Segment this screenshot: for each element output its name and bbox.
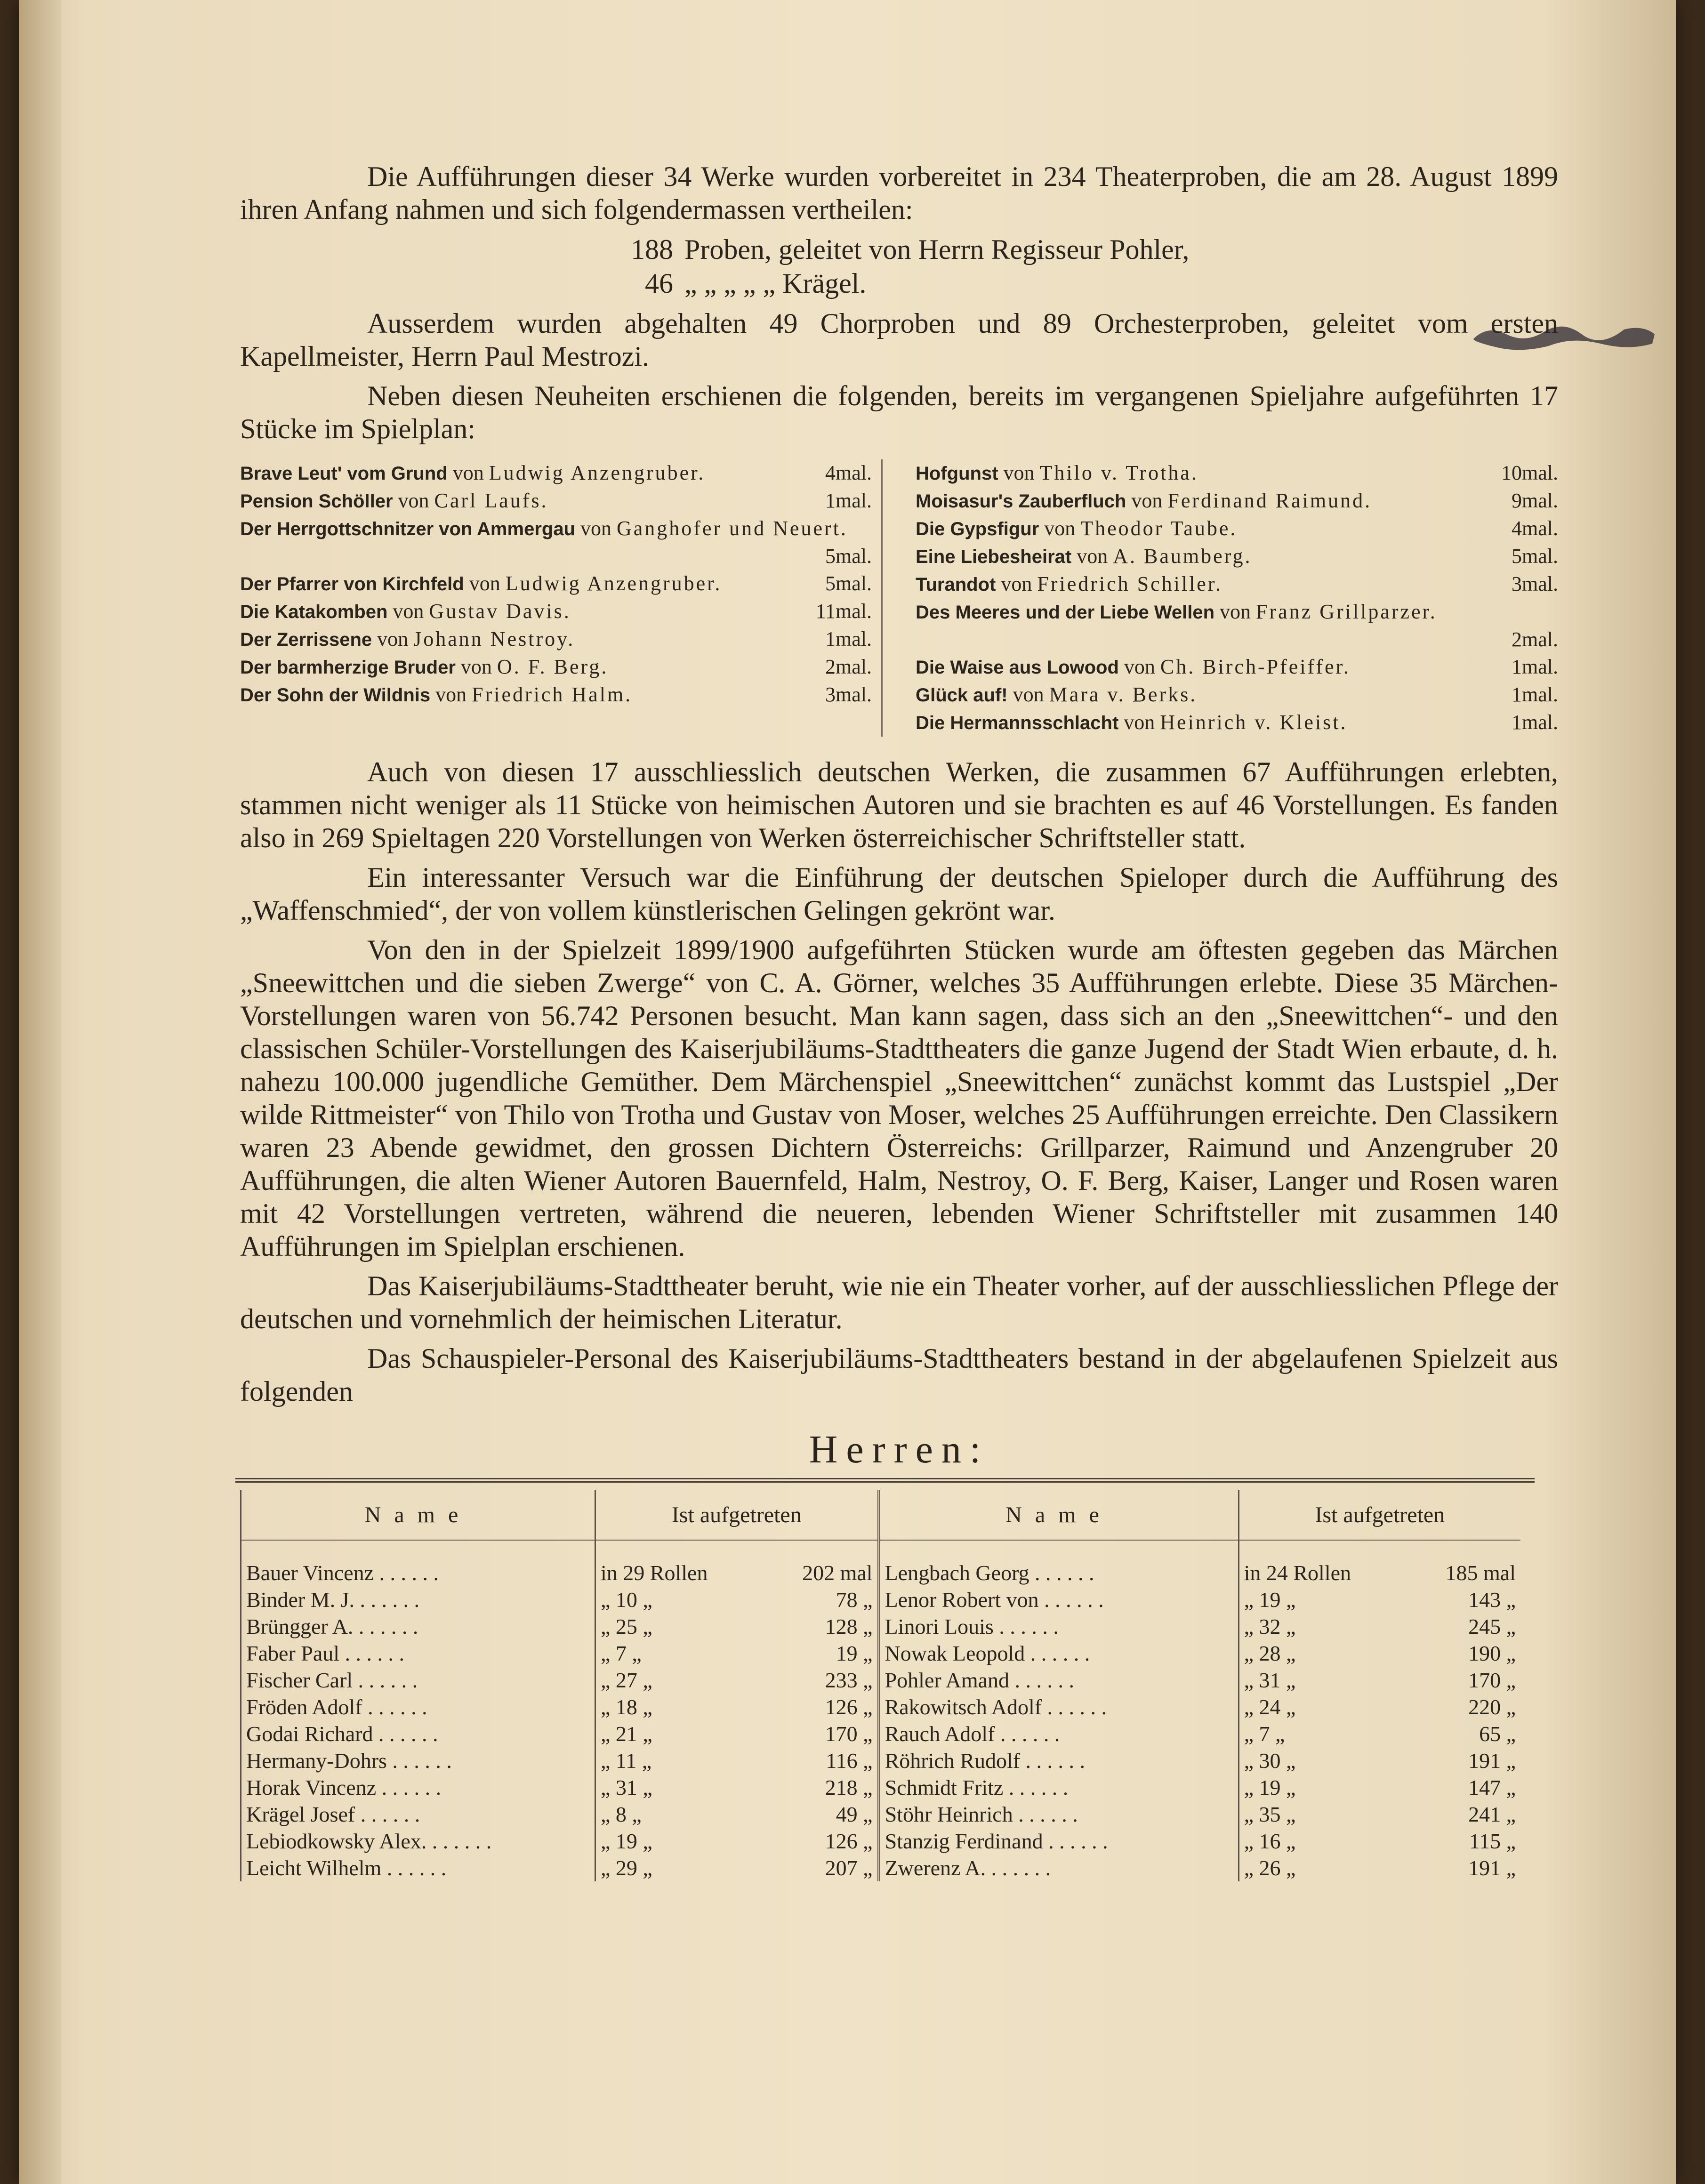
- work-by: von: [1220, 600, 1251, 623]
- work-title: Eine Liebesheirat: [916, 546, 1072, 567]
- auftritte-count: 191 „: [1468, 1856, 1516, 1880]
- rollen-count: „ 27 „: [595, 1667, 763, 1694]
- actor-name: Leicht Wilhelm . . . . . .: [241, 1855, 595, 1881]
- auftritte-count: 220 „: [1468, 1695, 1516, 1719]
- neben-paragraph: Neben diesen Neuheiten erschienen die folgenden, bereits im vergangenen Spieljahre aufgeführten 17 Stücke im Spielplan:: [240, 380, 1558, 444]
- work-title-line: [916, 515, 1237, 543]
- table-header-row: [241, 1490, 1521, 1540]
- proben-text: Proben, geleitet von Herrn Regisseur Pohler,: [684, 234, 1190, 265]
- work-entry: [240, 653, 872, 681]
- actor-name: Stöhr Heinrich . . . . . .: [879, 1801, 1239, 1828]
- work-title-line: [240, 598, 571, 626]
- work-title: Der Sohn der Wildnis: [240, 685, 431, 706]
- auftritte-count: 78 „: [836, 1588, 873, 1612]
- work-entry: [916, 709, 1558, 737]
- actor-name: Rakowitsch Adolf . . . . . .: [879, 1694, 1239, 1720]
- work-title: Der Zerrissene: [240, 629, 372, 650]
- header-name: Name: [879, 1490, 1239, 1540]
- actor-name: Lengbach Georg . . . . . .: [879, 1559, 1239, 1586]
- actor-name: Linori Louis . . . . . .: [879, 1613, 1239, 1640]
- work-author: Ludwig Anzengruber.: [505, 572, 722, 595]
- actor-name: Schmidt Fritz . . . . . .: [879, 1774, 1239, 1801]
- rollen-count: „ 21 „: [595, 1720, 763, 1747]
- work-title: Brave Leut' vom Grund: [240, 463, 448, 484]
- rollen-count: „ 31 „: [1239, 1667, 1406, 1694]
- work-author: Franz Grillparzer.: [1256, 600, 1437, 623]
- rollen-count: „ 28 „: [1239, 1640, 1406, 1667]
- work-count: 2mal.: [1512, 628, 1558, 651]
- work-entry: [240, 515, 872, 570]
- auftritte-count: 147 „: [1468, 1775, 1516, 1799]
- work-entry: [916, 570, 1558, 598]
- work-author: A. Baumberg.: [1113, 545, 1252, 568]
- rollen-count: „ 29 „: [595, 1855, 763, 1881]
- work-by: von: [1001, 572, 1032, 595]
- work-count: 4mal.: [1512, 517, 1558, 540]
- herren-heading: Herren:: [809, 1428, 989, 1471]
- work-by: von: [452, 461, 484, 484]
- work-count: 1mal.: [825, 627, 872, 650]
- work-title-line: [916, 459, 1198, 487]
- work-title-line: [916, 570, 1222, 598]
- actor-name: Faber Paul . . . . . .: [241, 1640, 595, 1667]
- table-row: [241, 1586, 1521, 1613]
- work-title-line: [916, 600, 1437, 623]
- table-row: [241, 1747, 1521, 1774]
- work-title: Pension Schöller: [240, 491, 393, 512]
- work-title-line: [240, 487, 548, 515]
- auftritte-count: 170 „: [1468, 1668, 1516, 1692]
- work-title: Die Gypsfigur: [916, 519, 1039, 539]
- auftritte-count: 190 „: [1468, 1641, 1516, 1665]
- work-author: Ch. Birch-Pfeiffer.: [1160, 655, 1351, 678]
- auftritte-count: 115 „: [1469, 1829, 1516, 1853]
- book-spine: [19, 0, 61, 2184]
- rollen-count: „ 8 „: [595, 1801, 763, 1828]
- work-by: von: [1044, 517, 1076, 540]
- proben-row: [240, 266, 1558, 300]
- spielzeit-paragraph: Von den in der Spielzeit 1899/1900 aufgeführten Stücken wurde am öftesten gegeben das Märchen „Sneewittchen und die sieben Zwerge“ von C. A. Görner, welches 35 Aufführungen erlebte. Diese 35 Märchen-Vorstellungen waren von 56.742 Personen besucht. Man kann sagen, dass sich an den „Sneewittchen“- und den classischen Schüler-Vorstellungen des Kaiserjubiläums-Stadttheaters die ganze Jugend der Stadt Wien erbaute, d. h. nahezu 100.000 jugendliche Gemüther. Dem Märchenspiel „Sneewittchen“ zunächst kommt das Lustspiel „Der wilde Rittmeister“ von Thilo von Trotha und Gustav von Moser, welches 25 Aufführungen erreichte. Den Classikern waren 23 Abende gewidmet, den grossen Dichtern Österreichs: Grillparzer, Raimund und Anzengruber 20 Aufführungen, die alten Wiener Autoren Bauernfeld, Halm, Nestroy, O. F. Berg, Kaiser, Langer und Rosen waren mit 42 Vorstellungen vertreten, während die neueren, lebenden Wiener Schriftsteller mit zusammen 140 Aufführungen im Spielplan erschienen.: [240, 934, 1558, 1262]
- work-count: 11mal.: [815, 600, 872, 623]
- actor-name: Pohler Amand . . . . . .: [879, 1667, 1239, 1694]
- work-author: Gustav Davis.: [429, 600, 571, 623]
- work-author: Thilo v. Trotha.: [1039, 461, 1198, 484]
- work-count: 1mal.: [1512, 683, 1558, 706]
- work-count: 10mal.: [1501, 461, 1558, 484]
- rollen-count: „ 19 „: [595, 1828, 763, 1855]
- work-author: Friedrich Halm.: [472, 683, 633, 706]
- work-count: 5mal.: [1512, 545, 1558, 568]
- work-title-line: [916, 653, 1351, 681]
- document-page: [19, 0, 1676, 2184]
- work-title: Des Meeres und der Liebe Wellen: [916, 602, 1215, 623]
- versuch-paragraph: Ein interessanter Versuch war die Einführung der deutschen Spieloper durch die Aufführung des „Waffenschmied“, der von vollem künstlerischen Gelingen gekrönt war.: [240, 862, 1558, 926]
- work-by: von: [580, 517, 611, 540]
- work-title-line: [240, 653, 608, 681]
- work-title-line: [240, 517, 848, 540]
- work-author: Theodor Taube.: [1080, 517, 1238, 540]
- work-count: 3mal.: [825, 683, 872, 706]
- proben-count: 188: [631, 234, 673, 265]
- heading-rule: [235, 1478, 1535, 1483]
- work-author: Johann Nestroy.: [413, 627, 575, 650]
- work-title-line: [916, 709, 1347, 737]
- work-entry: [916, 681, 1558, 709]
- auftritte-count: 143 „: [1468, 1588, 1516, 1612]
- actor-name: Godai Richard . . . . . .: [241, 1720, 595, 1747]
- work-by: von: [1131, 489, 1163, 512]
- rollen-count: „ 19 „: [1239, 1774, 1406, 1801]
- work-by: von: [1124, 711, 1155, 734]
- rollen-count: „ 26 „: [1239, 1855, 1406, 1881]
- work-entry: [916, 487, 1558, 515]
- actor-name: Bauer Vincenz . . . . . .: [241, 1559, 595, 1586]
- actor-name: Fischer Carl . . . . . .: [241, 1667, 595, 1694]
- auftritte-count: 170 „: [825, 1722, 873, 1746]
- rollen-count: „ 18 „: [595, 1694, 763, 1720]
- work-entry: [916, 543, 1558, 570]
- work-entry: [240, 487, 872, 515]
- work-title-line: [240, 459, 705, 487]
- actor-name: Binder M. J. . . . . . .: [241, 1586, 595, 1613]
- work-by: von: [1124, 655, 1155, 678]
- chorproben-paragraph: Ausserdem wurden abgehalten 49 Chorproben und 89 Orchesterproben, geleitet vom ersten Kapellmeister, Herrn Paul Mestrozi.: [240, 308, 1558, 372]
- auftritte-count: 245 „: [1468, 1614, 1516, 1638]
- work-by: von: [460, 655, 492, 678]
- rollen-count: „ 16 „: [1239, 1828, 1406, 1855]
- work-entry: [916, 598, 1558, 653]
- table-row: [241, 1801, 1521, 1828]
- intro-paragraph: Die Aufführungen dieser 34 Werke wurden vorbereitet in 234 Theaterproben, die am 28. August 1899 ihren Anfang nahmen und sich folgendermassen vertheilen:: [240, 161, 1558, 225]
- proben-text: „ „ „ „ „ Krägel.: [684, 268, 867, 299]
- work-by: von: [435, 683, 467, 706]
- table-row: [241, 1720, 1521, 1747]
- rollen-count: „ 30 „: [1239, 1747, 1406, 1774]
- works-column-right: [916, 459, 1558, 737]
- work-entry: [240, 626, 872, 653]
- rollen-count: „ 11 „: [595, 1747, 763, 1774]
- header-ist-aufgetreten: Ist aufgetreten: [595, 1490, 879, 1540]
- auch-paragraph: Auch von diesen 17 ausschliesslich deutschen Werken, die zusammen 67 Aufführungen erlebten, stammen nicht weniger als 11 Stücke von heimischen Autoren und sie brachten es auf 46 Vorstellungen. Es fanden also in 269 Spieltagen 220 Vorstellungen von Werken österreichischer Schriftsteller statt.: [240, 756, 1558, 853]
- rollen-count: „ 7 „: [1239, 1720, 1406, 1747]
- auftritte-count: 19 „: [836, 1641, 873, 1665]
- actor-name: Stanzig Ferdinand . . . . . .: [879, 1828, 1239, 1855]
- work-entry: [916, 459, 1558, 487]
- work-count: 4mal.: [825, 461, 872, 484]
- work-count: 1mal.: [1512, 711, 1558, 734]
- work-title-line: [916, 543, 1252, 570]
- actor-name: Brüngger A. . . . . . .: [241, 1613, 595, 1640]
- work-author: Mara v. Berks.: [1049, 683, 1198, 706]
- work-by: von: [469, 572, 500, 595]
- work-author: O. F. Berg.: [497, 655, 609, 678]
- work-author: Ganghofer und Neuert.: [617, 517, 848, 540]
- work-title: Die Hermannsschlacht: [916, 713, 1119, 733]
- work-entry: [240, 459, 872, 487]
- work-by: von: [398, 489, 429, 512]
- work-by: von: [1013, 683, 1044, 706]
- table-row: [241, 1667, 1521, 1694]
- work-author: Ferdinand Raimund.: [1167, 489, 1372, 512]
- work-by: von: [393, 600, 424, 623]
- rollen-count: in 29 Rollen: [595, 1559, 763, 1586]
- table-row: [241, 1640, 1521, 1667]
- work-title-line: [240, 681, 632, 709]
- work-title-line: [240, 570, 722, 598]
- work-title: Moisasur's Zauberfluch: [916, 491, 1126, 512]
- works-list: [240, 459, 1558, 737]
- proben-list: [240, 233, 1558, 300]
- work-title: Der barmherzige Bruder: [240, 657, 456, 678]
- rollen-count: „ 32 „: [1239, 1613, 1406, 1640]
- rollen-count: „ 35 „: [1239, 1801, 1406, 1828]
- actor-name: Nowak Leopold . . . . . .: [879, 1640, 1239, 1667]
- auftritte-count: 207 „: [825, 1856, 873, 1880]
- work-title: Der Pfarrer von Kirchfeld: [240, 574, 464, 594]
- work-title: Die Waise aus Lowood: [916, 657, 1119, 678]
- work-entry: [240, 681, 872, 709]
- table-row: [241, 1855, 1521, 1881]
- work-author: Ludwig Anzengruber.: [489, 461, 706, 484]
- actor-name: Rauch Adolf . . . . . .: [879, 1720, 1239, 1747]
- auftritte-count: 241 „: [1468, 1802, 1516, 1826]
- works-column-left: [240, 459, 883, 737]
- personal-paragraph: Das Schauspieler-Personal des Kaiserjubiläums-Stadttheaters bestand in der abgelaufenen Spielzeit aus folgenden: [240, 1343, 1558, 1407]
- actor-name: Fröden Adolf . . . . . .: [241, 1694, 595, 1720]
- rollen-count: „ 25 „: [595, 1613, 763, 1640]
- proben-count: 46: [645, 268, 673, 299]
- work-count: 1mal.: [1512, 655, 1558, 678]
- beruht-paragraph: Das Kaiserjubiläums-Stadttheater beruht, wie nie ein Theater vorher, auf der ausschliesslichen Pflege der deutschen und vornehmlich der heimischen Literatur.: [240, 1270, 1558, 1334]
- actor-name: Lenor Robert von . . . . . .: [879, 1586, 1239, 1613]
- auftritte-count: 65 „: [1479, 1722, 1516, 1746]
- work-count: 5mal.: [825, 545, 872, 568]
- work-author: Friedrich Schiller.: [1037, 572, 1223, 595]
- auftritte-count: 128 „: [825, 1614, 873, 1638]
- work-title-line: [240, 626, 575, 653]
- rollen-count: „ 31 „: [595, 1774, 763, 1801]
- actor-name: Krägel Josef . . . . . .: [241, 1801, 595, 1828]
- auftritte-count: 202 mal: [802, 1561, 873, 1585]
- rollen-count: in 24 Rollen: [1239, 1559, 1406, 1586]
- table-row: [241, 1828, 1521, 1855]
- work-by: von: [1077, 545, 1108, 568]
- auftritte-count: 218 „: [825, 1775, 873, 1799]
- work-author: Carl Laufs.: [434, 489, 548, 512]
- work-title: Turandot: [916, 574, 996, 595]
- work-count: 1mal.: [825, 489, 872, 512]
- auftritte-count: 116 „: [826, 1749, 873, 1773]
- rollen-count: „ 10 „: [595, 1586, 763, 1613]
- work-count: 3mal.: [1512, 572, 1558, 595]
- auftritte-count: 191 „: [1468, 1749, 1516, 1773]
- work-by: von: [377, 627, 409, 650]
- work-count: 5mal.: [825, 572, 872, 595]
- rollen-count: „ 7 „: [595, 1640, 763, 1667]
- auftritte-count: 233 „: [825, 1668, 873, 1692]
- rollen-count: „ 24 „: [1239, 1694, 1406, 1720]
- table-row: [241, 1694, 1521, 1720]
- actor-name: Horak Vincenz . . . . . .: [241, 1774, 595, 1801]
- auftritte-count: 126 „: [825, 1695, 873, 1719]
- actor-name: Zwerenz A. . . . . . .: [879, 1855, 1239, 1881]
- rollen-count: „ 19 „: [1239, 1586, 1406, 1613]
- header-ist-aufgetreten: Ist aufgetreten: [1239, 1490, 1520, 1540]
- actor-name: Lebiodkowsky Alex. . . . . . .: [241, 1828, 595, 1855]
- table-spacer-row: [241, 1540, 1521, 1559]
- auftritte-count: 49 „: [836, 1802, 873, 1826]
- herren-table: [240, 1490, 1520, 1881]
- page-content: [240, 160, 1558, 1881]
- auftritte-count: 126 „: [825, 1829, 873, 1853]
- work-count: 9mal.: [1512, 489, 1558, 512]
- work-entry: [240, 570, 872, 598]
- header-name: Name: [241, 1490, 595, 1540]
- work-count: 2mal.: [825, 655, 872, 678]
- work-entry: [916, 653, 1558, 681]
- actor-name: Röhrich Rudolf . . . . . .: [879, 1747, 1239, 1774]
- actor-name: Hermany-Dohrs . . . . . .: [241, 1747, 595, 1774]
- table-row: [241, 1774, 1521, 1801]
- work-entry: [916, 515, 1558, 543]
- work-title-line: [916, 487, 1372, 515]
- table-row: [241, 1559, 1521, 1586]
- work-title: Glück auf!: [916, 685, 1008, 706]
- work-title: Die Katakomben: [240, 602, 388, 622]
- proben-row: [240, 233, 1558, 266]
- work-title: Der Herrgottschnitzer von Ammergau: [240, 519, 575, 539]
- auftritte-count: 185 mal: [1445, 1561, 1516, 1585]
- work-title-line: [916, 681, 1197, 709]
- work-by: von: [1003, 461, 1035, 484]
- table-row: [241, 1613, 1521, 1640]
- work-entry: [240, 598, 872, 626]
- work-title: Hofgunst: [916, 463, 998, 484]
- work-author: Heinrich v. Kleist.: [1160, 711, 1348, 734]
